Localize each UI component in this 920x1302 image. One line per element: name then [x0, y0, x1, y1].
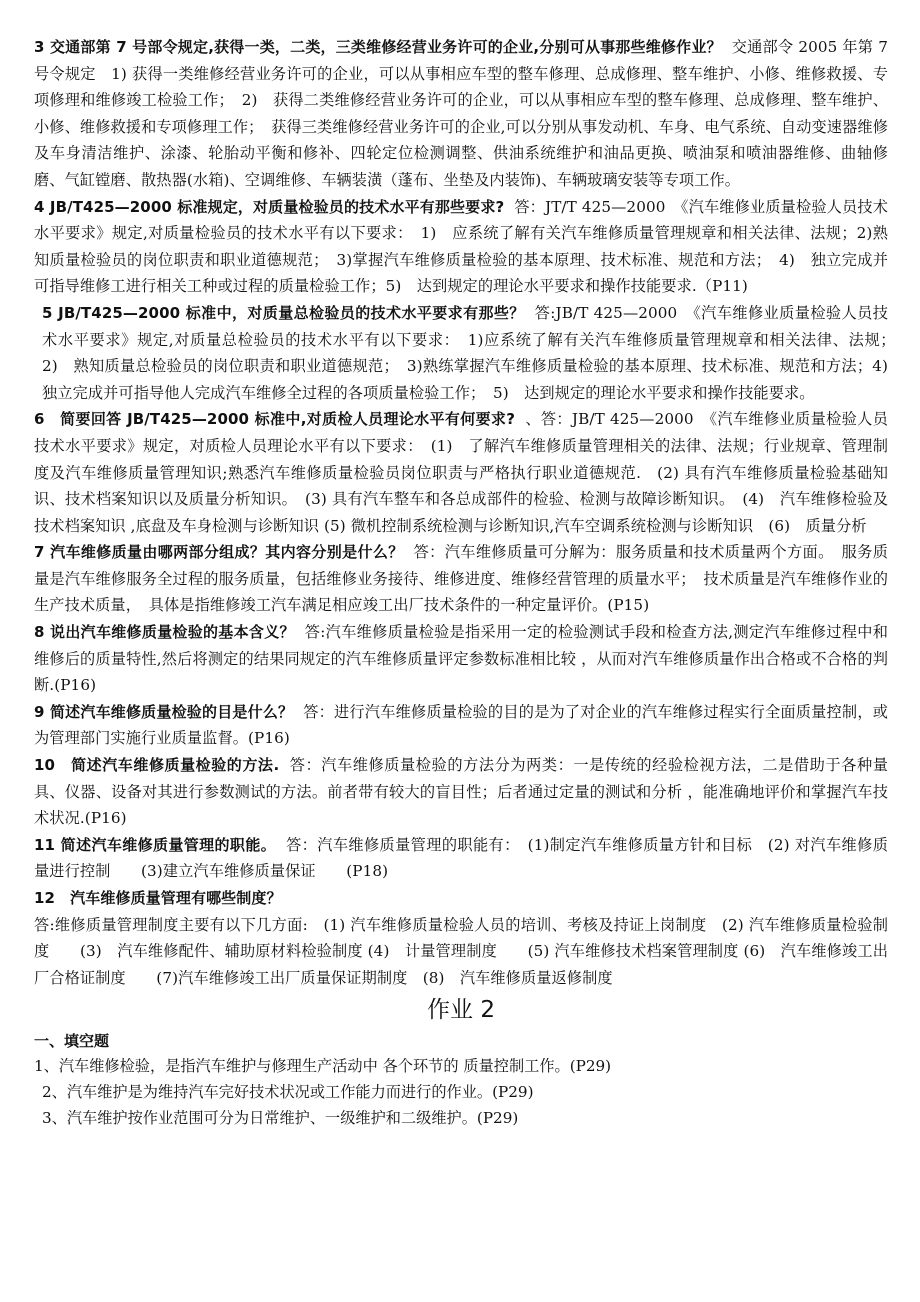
- qa-item-6: [34, 406, 888, 539]
- qa-item-3: [34, 34, 888, 194]
- answer-text: 答：汽车维修质量可分解为：服务质量和技术质量两个方面。 服务质量是汽车维修服务全过程的服务质量，包括维修业务接待、维修进度、维修经营管理的质量水平； 技术质量是汽车维修作业的生产技术质量， 具体是指维修竣工汽车满足相应竣工出厂技术条件的一种定量评价。(P15): [34, 543, 889, 615]
- qa-item-11: [34, 832, 888, 885]
- answer-text: 交通部令 2005 年第 7 号令规定 1) 获得一类维修经营业务许可的企业，可以从事相应车型的整车修理、总成修理、整车维护、小修、维修救援、专项修理和维修竣工检验工作； 2) 获得二类维修经营业务许可的企业，可以从事相应车型的整车修理、总成修理、整车维护、小修、维修救援和专项修理工作； 获得三类维修经营业务许可的企业,可以分别从事发动机、车身、电气系统、自动变速器维修及车身清洁维护、涂漆、轮胎动平衡和修补、四轮定位检测调整、供油系统维护和油品更换、喷油泵和喷油器维修、曲轴修磨、气缸镗磨、散热器(水箱)、空调维修、车辆装潢（蓬布、坐垫及内装饰)、车辆玻璃安装等专项工作。: [34, 38, 888, 189]
- answer-text: 答:汽车维修质量检验是指采用一定的检验测试手段和检查方法,测定汽车维修过程中和维修后的质量特性,然后将测定的结果同规定的汽车维修质量评定参数标准相比较 ，从而对汽车维修质量作出合格或不合格的判断.(P16): [34, 623, 888, 695]
- answer-text: 答:JB/T 425—2000 《汽车维修业质量检验人员技术水平要求》规定,对质量总检验员的技术水平有以下要求： 1)应系统了解有关汽车维修质量管理规章和相关法律、法规； 2) 熟知质量总检验员的岗位职责和职业道德规范； 3)熟练掌握汽车维修质量检验的基本原理、技术标准、规范和方法；4)独立完成并可指导他人完成汽车维修全过程的各项质量检验工作； 5) 达到规定的理论水平要求和操作技能要求。: [42, 303, 904, 402]
- answer-text: 答：汽车维修质量检验的方法分为两类：一是传统的经验检视方法，二是借助于各种量具、仪器、设备对其进行参数测试的方法。前者带有较大的盲目性；后者通过定量的测试和分析 ，能准确地评价和掌握汽车技术状况.(P16): [34, 756, 888, 828]
- homework-title: 作业 2: [427, 997, 495, 1024]
- qa-item-12: [34, 885, 888, 991]
- qa-item-7: [34, 539, 888, 619]
- answer-text: 答：汽车维修质量管理的职能有： (1)制定汽车维修质量方针和目标 (2) 对汽车维修质量进行控制 (3)建立汽车维修质量保证 (P18): [34, 835, 888, 881]
- question-text: 12 汽车维修质量管理有哪些制度？: [34, 889, 282, 907]
- question-text: 9 简述汽车维修质量检验的目是什么？: [34, 702, 294, 721]
- answer-text: 、答：JB/T 425—2000 《汽车维修业质量检验人员技术水平要求》规定，对质检人员理论水平有以下要求： (1) 了解汽车维修质量管理相关的法律、法规；行业规章、管理制度及汽车维修质量管理知识;熟悉汽车维修质量检验员岗位职责与严格执行职业道德规范. (2) 具有汽车维修质量检验基础知识、技术档案知识以及质量分析知识。 (3) 具有汽车整车和各总成部件的检验、检测与故障诊断知识。 (4) 汽车维修检验及技术档案知识 ,底盘及车身检测与诊断知识 (5) 微机控制系统检测与诊断知识,汽车空调系统检测与诊断知识 (6) 质量分析: [34, 410, 888, 535]
- question-text: 10 简述汽车维修质量检验的方法.: [34, 756, 280, 775]
- question-text: 6 简要回答 JB/T425—2000 标准中,对质检人员理论水平有何要求?: [34, 410, 516, 429]
- qa-item-9: [34, 699, 888, 752]
- qa-item-10: [34, 752, 888, 832]
- answer-text: 答：JT/T 425—2000 《汽车维修业质量检验人员技术水平要求》规定,对质量检验员的技术水平有以下要求： 1) 应系统了解有关汽车维修质量管理规章和相关法律、法规；2)熟知质量检验员的岗位职责和职业道德规范； 3)掌握汽车维修质量检验的基本原理、技术标准、规范和方法； 4) 独立完成并可指导维修工进行相关工种或过程的质量检验工作；5) 达到规定的理论水平要求和操作技能要求.（P11): [34, 197, 888, 296]
- answer-text: 答:维修质量管理制度主要有以下几方面: (1) 汽车维修质量检验人员的培训、考核及持证上岗制度 (2) 汽车维修质量检验制度 (3) 汽车维修配件、辅助原材料检验制度 (4) 计量管理制度 (5) 汽车维修技术档案管理制度 (6) 汽车维修竣工出厂合格证制度 (7)汽车维修竣工出厂质量保证期制度 (8) 汽车维修质量返修制度: [34, 915, 888, 987]
- qa-item-8: [34, 619, 888, 699]
- fill-item: 1、汽车维修检验，是指汽车维护与修理生产活动中 各个环节的 质量控制工作。(P29): [34, 1057, 612, 1076]
- question-text: 3 交通部第 7 号部令规定,获得一类，二类，三类维修经营业务许可的企业,分别可从事那些维修作业？: [34, 38, 722, 56]
- fill-item: 2、汽车维护是为维持汽车完好技术状况或工作能力而进行的作业。(P29): [42, 1083, 534, 1102]
- question-text: 11 简述汽车维修质量管理的职能。: [34, 835, 277, 854]
- qa-item-4: [34, 194, 888, 300]
- question-text: 8 说出汽车维修质量检验的基本含义？: [34, 623, 295, 642]
- qa-item-5: [34, 300, 904, 406]
- question-text: 4 JB/T425—2000 标准规定，对质量检验员的技术水平有那些要求?: [34, 197, 505, 216]
- question-text: 7 汽车维修质量由哪两部分组成？其内容分别是什么？: [34, 543, 404, 562]
- fill-item: 3、汽车维护按作业范围可分为日常维护、一级维护和二级维护。(P29): [42, 1109, 519, 1128]
- section-heading: 一、填空题: [34, 1032, 110, 1051]
- answer-text: 答：进行汽车维修质量检验的目的是为了对企业的汽车维修过程实行全面质量控制，或为管理部门实施行业质量监督。(P16): [34, 702, 888, 748]
- question-text: 5 JB/T425—2000 标准中，对质量总检验员的技术水平要求有那些？: [42, 303, 525, 322]
